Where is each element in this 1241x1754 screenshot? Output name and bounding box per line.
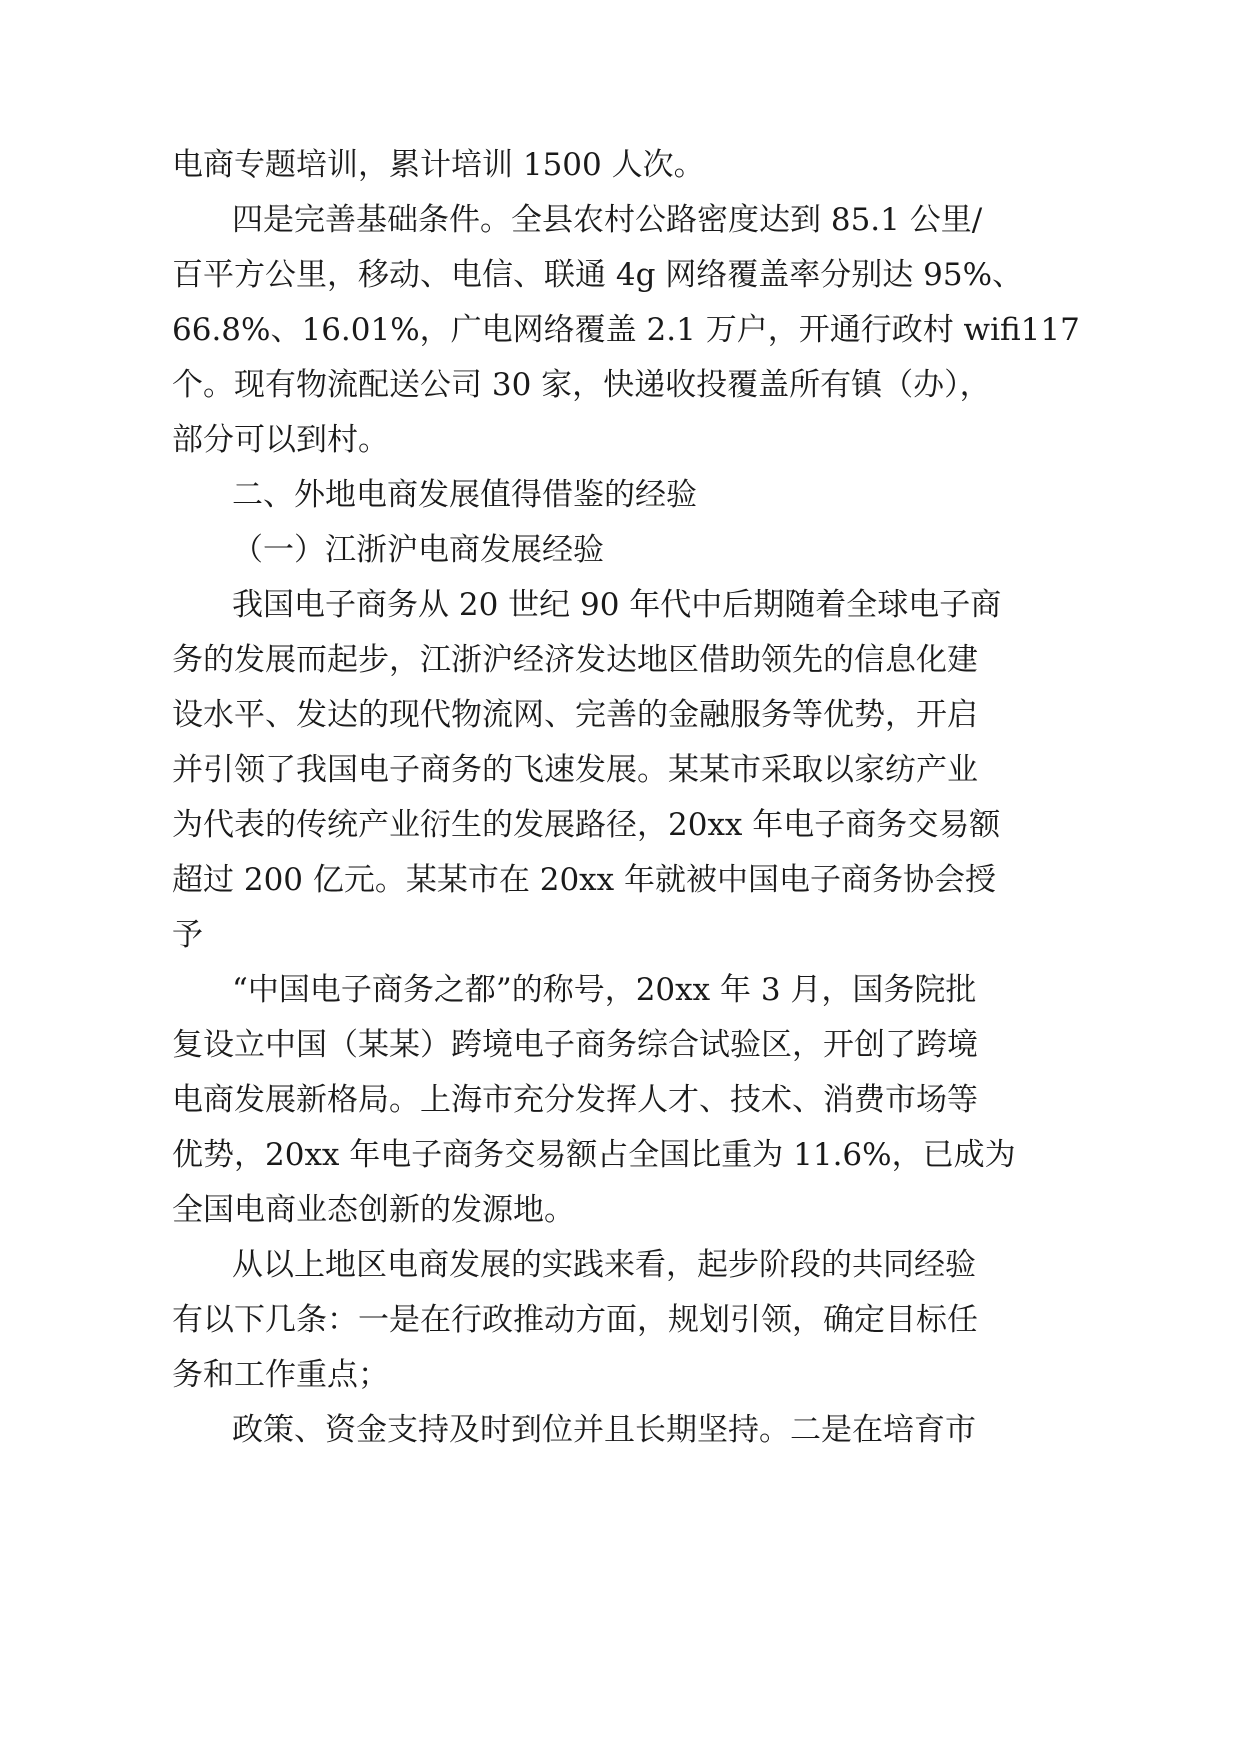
text-line: 四是完善基础条件。全县农村公路密度达到 85.1 公里/ [232,202,983,238]
text-line: 予 [172,917,203,953]
subsection-heading: （一）江浙沪电商发展经验 [232,532,604,568]
text-line: 超过 200 亿元。某某市在 20xx 年就被中国电子商务协会授 [172,862,996,898]
text-line: 优势，20xx 年电子商务交易额占全国比重为 11.6%，已成为 [172,1137,1016,1173]
text-line: 电商发展新格局。上海市充分发挥人才、技术、消费市场等 [172,1082,978,1118]
text-line: 有以下几条：一是在行政推动方面，规划引领，确定目标任 [172,1302,978,1338]
text-line: 66.8%、16.01%，广电网络覆盖 2.1 万户，开通行政村 wifi117 [172,312,1080,348]
text-line: 复设立中国（某某）跨境电子商务综合试验区，开创了跨境 [172,1027,978,1063]
text-line: 为代表的传统产业衍生的发展路径，20xx 年电子商务交易额 [172,807,1001,843]
text-line: 务和工作重点； [172,1357,389,1393]
text-line: 务的发展而起步，江浙沪经济发达地区借助领先的信息化建 [172,642,978,678]
text-line: 从以上地区电商发展的实践来看，起步阶段的共同经验 [232,1247,976,1283]
text-line: 我国电子商务从 20 世纪 90 年代中后期随着全球电子商 [232,587,1002,623]
text-line: 部分可以到村。 [172,422,389,458]
text-line: 并引领了我国电子商务的飞速发展。某某市采取以家纺产业 [172,752,978,788]
text-line: 个。现有物流配送公司 30 家，快递收投覆盖所有镇（办）， [172,367,991,403]
text-line: 电商专题培训，累计培训 1500 人次。 [172,147,705,183]
text-line: 设水平、发达的现代物流网、完善的金融服务等优势，开启 [172,697,978,733]
text-line: 政策、资金支持及时到位并且长期坚持。二是在培育市 [232,1412,976,1448]
text-line: 百平方公里，移动、电信、联通 4g 网络覆盖率分别达 95%、 [172,257,1024,293]
text-line: 全国电商业态创新的发源地。 [172,1192,575,1228]
text-line: “中国电子商务之都”的称号，20xx 年 3 月，国务院批 [232,972,977,1008]
section-heading: 二、外地电商发展值得借鉴的经验 [232,477,697,513]
